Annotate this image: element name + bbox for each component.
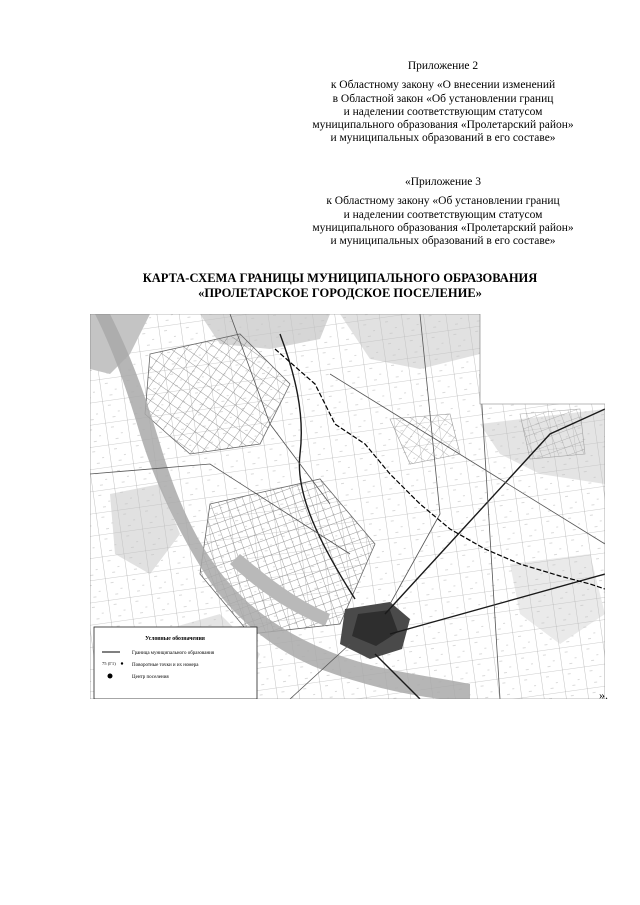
- closing-quote: ».: [599, 688, 608, 702]
- appendix-2-line: к Областному закону «О внесении изменений: [330, 79, 556, 92]
- map-title-line-2: «ПРОЛЕТАРСКОЕ ГОРОДСКОЕ ПОСЕЛЕНИЕ»: [198, 286, 482, 300]
- appendix-3-line: муниципального образования «Пролетарский район»: [312, 221, 574, 234]
- legend-title: Условные обозначения: [145, 636, 205, 642]
- appendix-2-heading: Приложение 2: [407, 60, 479, 72]
- appendix-2-line: и наделении соответствующим статусом: [343, 105, 543, 118]
- appendix-3-heading: «Приложение 3: [404, 176, 482, 188]
- appendix-3-line: к Областному закону «Об установлении границ: [326, 195, 560, 208]
- settlement-center-icon: [108, 674, 113, 679]
- appendix-3-line: и наделении соответствующим статусом: [343, 208, 543, 221]
- legend-item-boundary: Граница муниципального образования: [132, 651, 215, 656]
- appendix-3-block: [288, 176, 598, 248]
- map-title: [60, 271, 620, 301]
- legend-item-center: Центр поселения: [132, 675, 169, 680]
- map-legend: [94, 627, 257, 699]
- boundary-map: [90, 314, 605, 699]
- appendix-3-line: и муниципальных образований в его составе»: [330, 235, 556, 248]
- map-title-line-1: КАРТА-СХЕМА ГРАНИЦЫ МУНИЦИПАЛЬНОГО ОБРАЗОВАНИЯ: [142, 271, 538, 285]
- appendix-2-line: муниципального образования «Пролетарский район»: [312, 119, 574, 132]
- appendix-2-block: [288, 60, 598, 146]
- legend-point-label: 75 (Г1): [102, 661, 116, 666]
- legend-item-turning-points: Поворотные точки и их номера: [132, 663, 199, 668]
- appendix-2-line: и муниципальных образований в его составе»: [330, 132, 556, 145]
- appendix-2-line: в Областной закон «Об установлении границ: [332, 92, 554, 105]
